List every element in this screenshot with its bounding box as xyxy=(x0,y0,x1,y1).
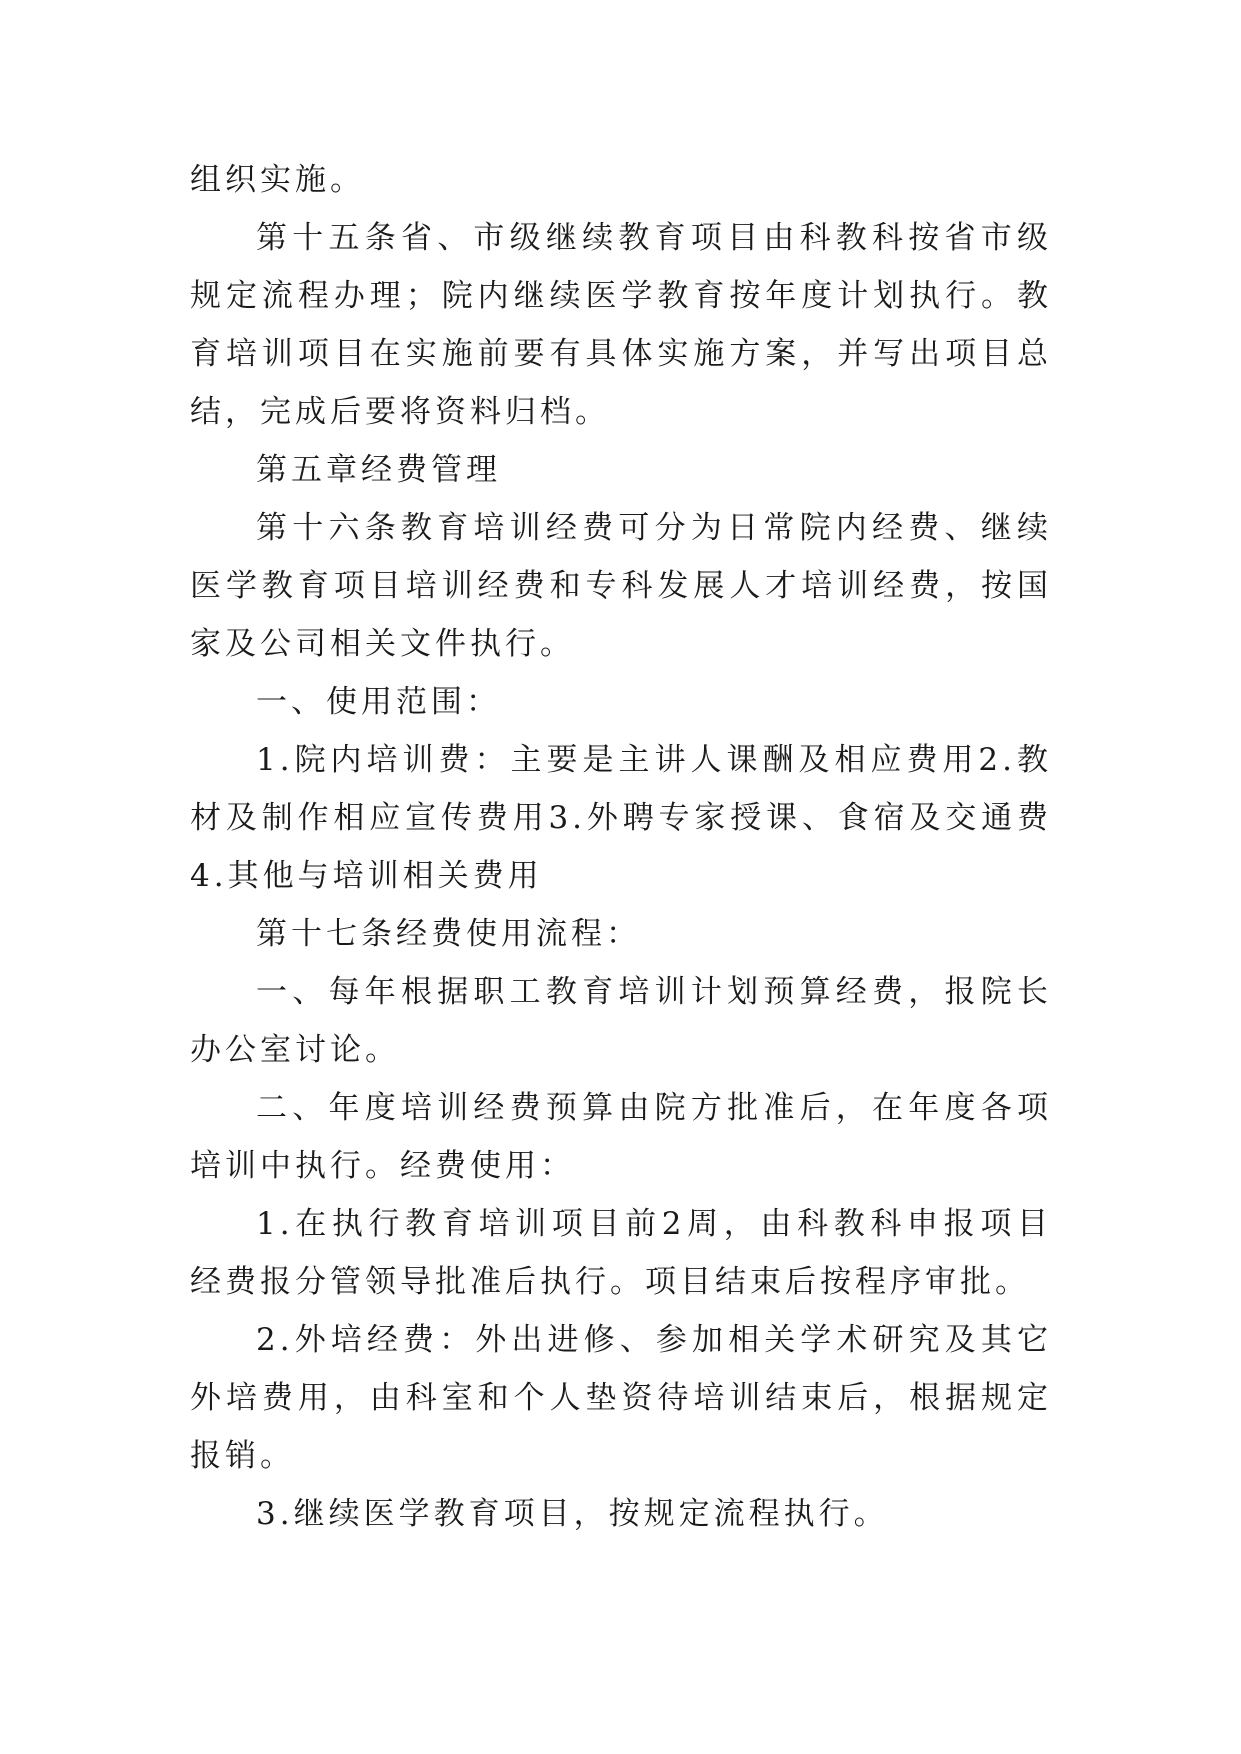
document-page xyxy=(190,151,1052,1543)
paragraph-continuation: 组织实施。 xyxy=(190,162,365,198)
paragraph-usage-2: 2.外培经费：外出进修、参加相关学术研究及其它外培费用，由科室和个人垫资待培训结束后，根据规定报销。 xyxy=(190,1322,1052,1474)
paragraph-usage-3: 3.继续医学教育项目，按规定流程执行。 xyxy=(256,1496,889,1532)
paragraph-article-16: 第十六条教育培训经费可分为日常院内经费、继续医学教育项目培训经费和专科发展人才培训经费，按国家及公司相关文件执行。 xyxy=(190,510,1052,662)
paragraph-article-15: 第十五条省、市级继续教育项目由科教科按省市级规定流程办理；院内继续医学教育按年度计划执行。教育培训项目在实施前要有具体实施方案，并写出项目总结，完成后要将资料归档。 xyxy=(190,220,1052,430)
paragraph-scope-items: 1.院内培训费：主要是主讲人课酬及相应费用2.教材及制作相应宣传费用3.外聘专家授课、食宿及交通费4.其他与培训相关费用 xyxy=(190,742,1052,894)
paragraph-usage-1: 1.在执行教育培训项目前2周，由科教科申报项目经费报分管领导批准后执行。项目结束后按程序审批。 xyxy=(190,1206,1052,1300)
section-heading-scope: 一、使用范围： xyxy=(256,684,501,720)
paragraph-article-17: 第十七条经费使用流程： xyxy=(256,916,641,952)
paragraph-budget-step-2: 二、年度培训经费预算由院方批准后，在年度各项培训中执行。经费使用： xyxy=(190,1090,1052,1184)
chapter-heading: 第五章经费管理 xyxy=(256,452,501,488)
paragraph-budget-step-1: 一、每年根据职工教育培训计划预算经费，报院长办公室讨论。 xyxy=(190,974,1052,1068)
